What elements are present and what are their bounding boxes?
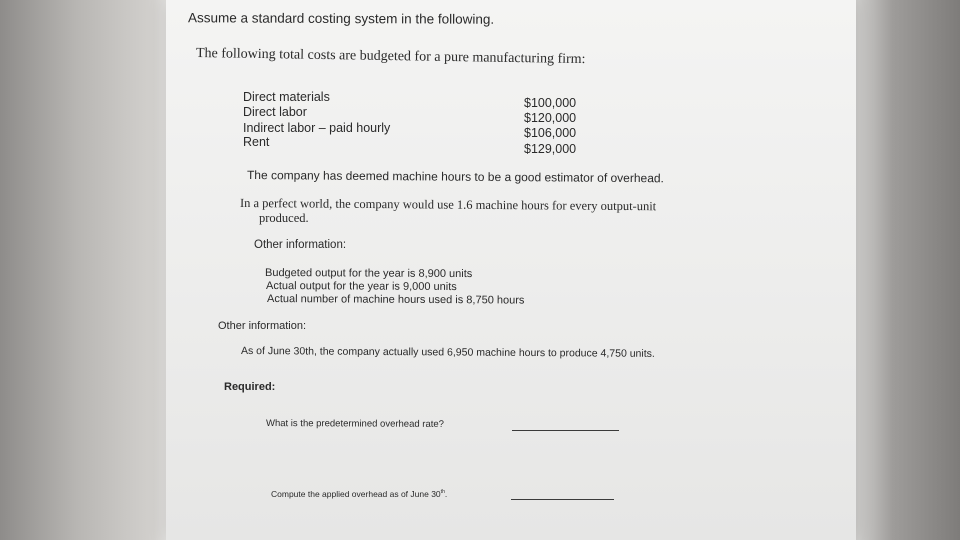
cost-amount-direct-labor: $120,000 <box>524 111 577 125</box>
question-applied-overhead-sup: th <box>440 489 445 496</box>
other-info-item-actual-output: Actual output for the year is 9,000 units <box>265 280 457 293</box>
question-overhead-rate: What is the predetermined overhead rate? <box>265 418 444 430</box>
cost-label-indirect-labor: Indirect labor – paid hourly <box>243 121 391 135</box>
budget-heading: The following total costs are budgeted for a pure manufacturing firm: <box>195 46 586 68</box>
estimator-note: The company has deemed machine hours to be a good estimator of overhead. <box>246 168 664 186</box>
question-applied-overhead-suffix: . <box>444 489 448 499</box>
june-usage-text: As of June 30th, the company actually used 6,950 machine hours to produce 4,750 units. <box>240 345 655 360</box>
other-info-heading-1: Other information: <box>254 239 347 251</box>
cost-label-direct-labor: Direct labor <box>243 105 307 119</box>
other-info-heading-2: Other information: <box>218 320 307 332</box>
answer-blank-overhead-rate <box>512 430 619 431</box>
other-info-item-machine-hours: Actual number of machine hours used is 8,750 hours <box>266 293 525 307</box>
cost-amount-direct-materials: $100,000 <box>524 96 577 110</box>
question-applied-overhead-text: Compute the applied overhead as of June 30 <box>271 489 441 499</box>
perfect-world-line-1: In a perfect world, the company would use 1.6 machine hours for every output-unit <box>239 196 657 214</box>
intro-text: Assume a standard costing system in the following. <box>187 10 495 27</box>
cost-label-rent: Rent <box>243 135 270 149</box>
cost-amount-indirect-labor: $106,000 <box>524 126 577 140</box>
cost-label-direct-materials: Direct materials <box>243 90 330 104</box>
cost-amount-rent: $129,000 <box>524 142 577 156</box>
required-heading: Required: <box>224 381 276 393</box>
answer-blank-applied-overhead <box>511 499 614 500</box>
question-applied-overhead <box>271 490 447 499</box>
other-info-item-budgeted-output: Budgeted output for the year is 8,900 units <box>264 267 473 281</box>
perfect-world-line-2: produced. <box>259 211 309 225</box>
